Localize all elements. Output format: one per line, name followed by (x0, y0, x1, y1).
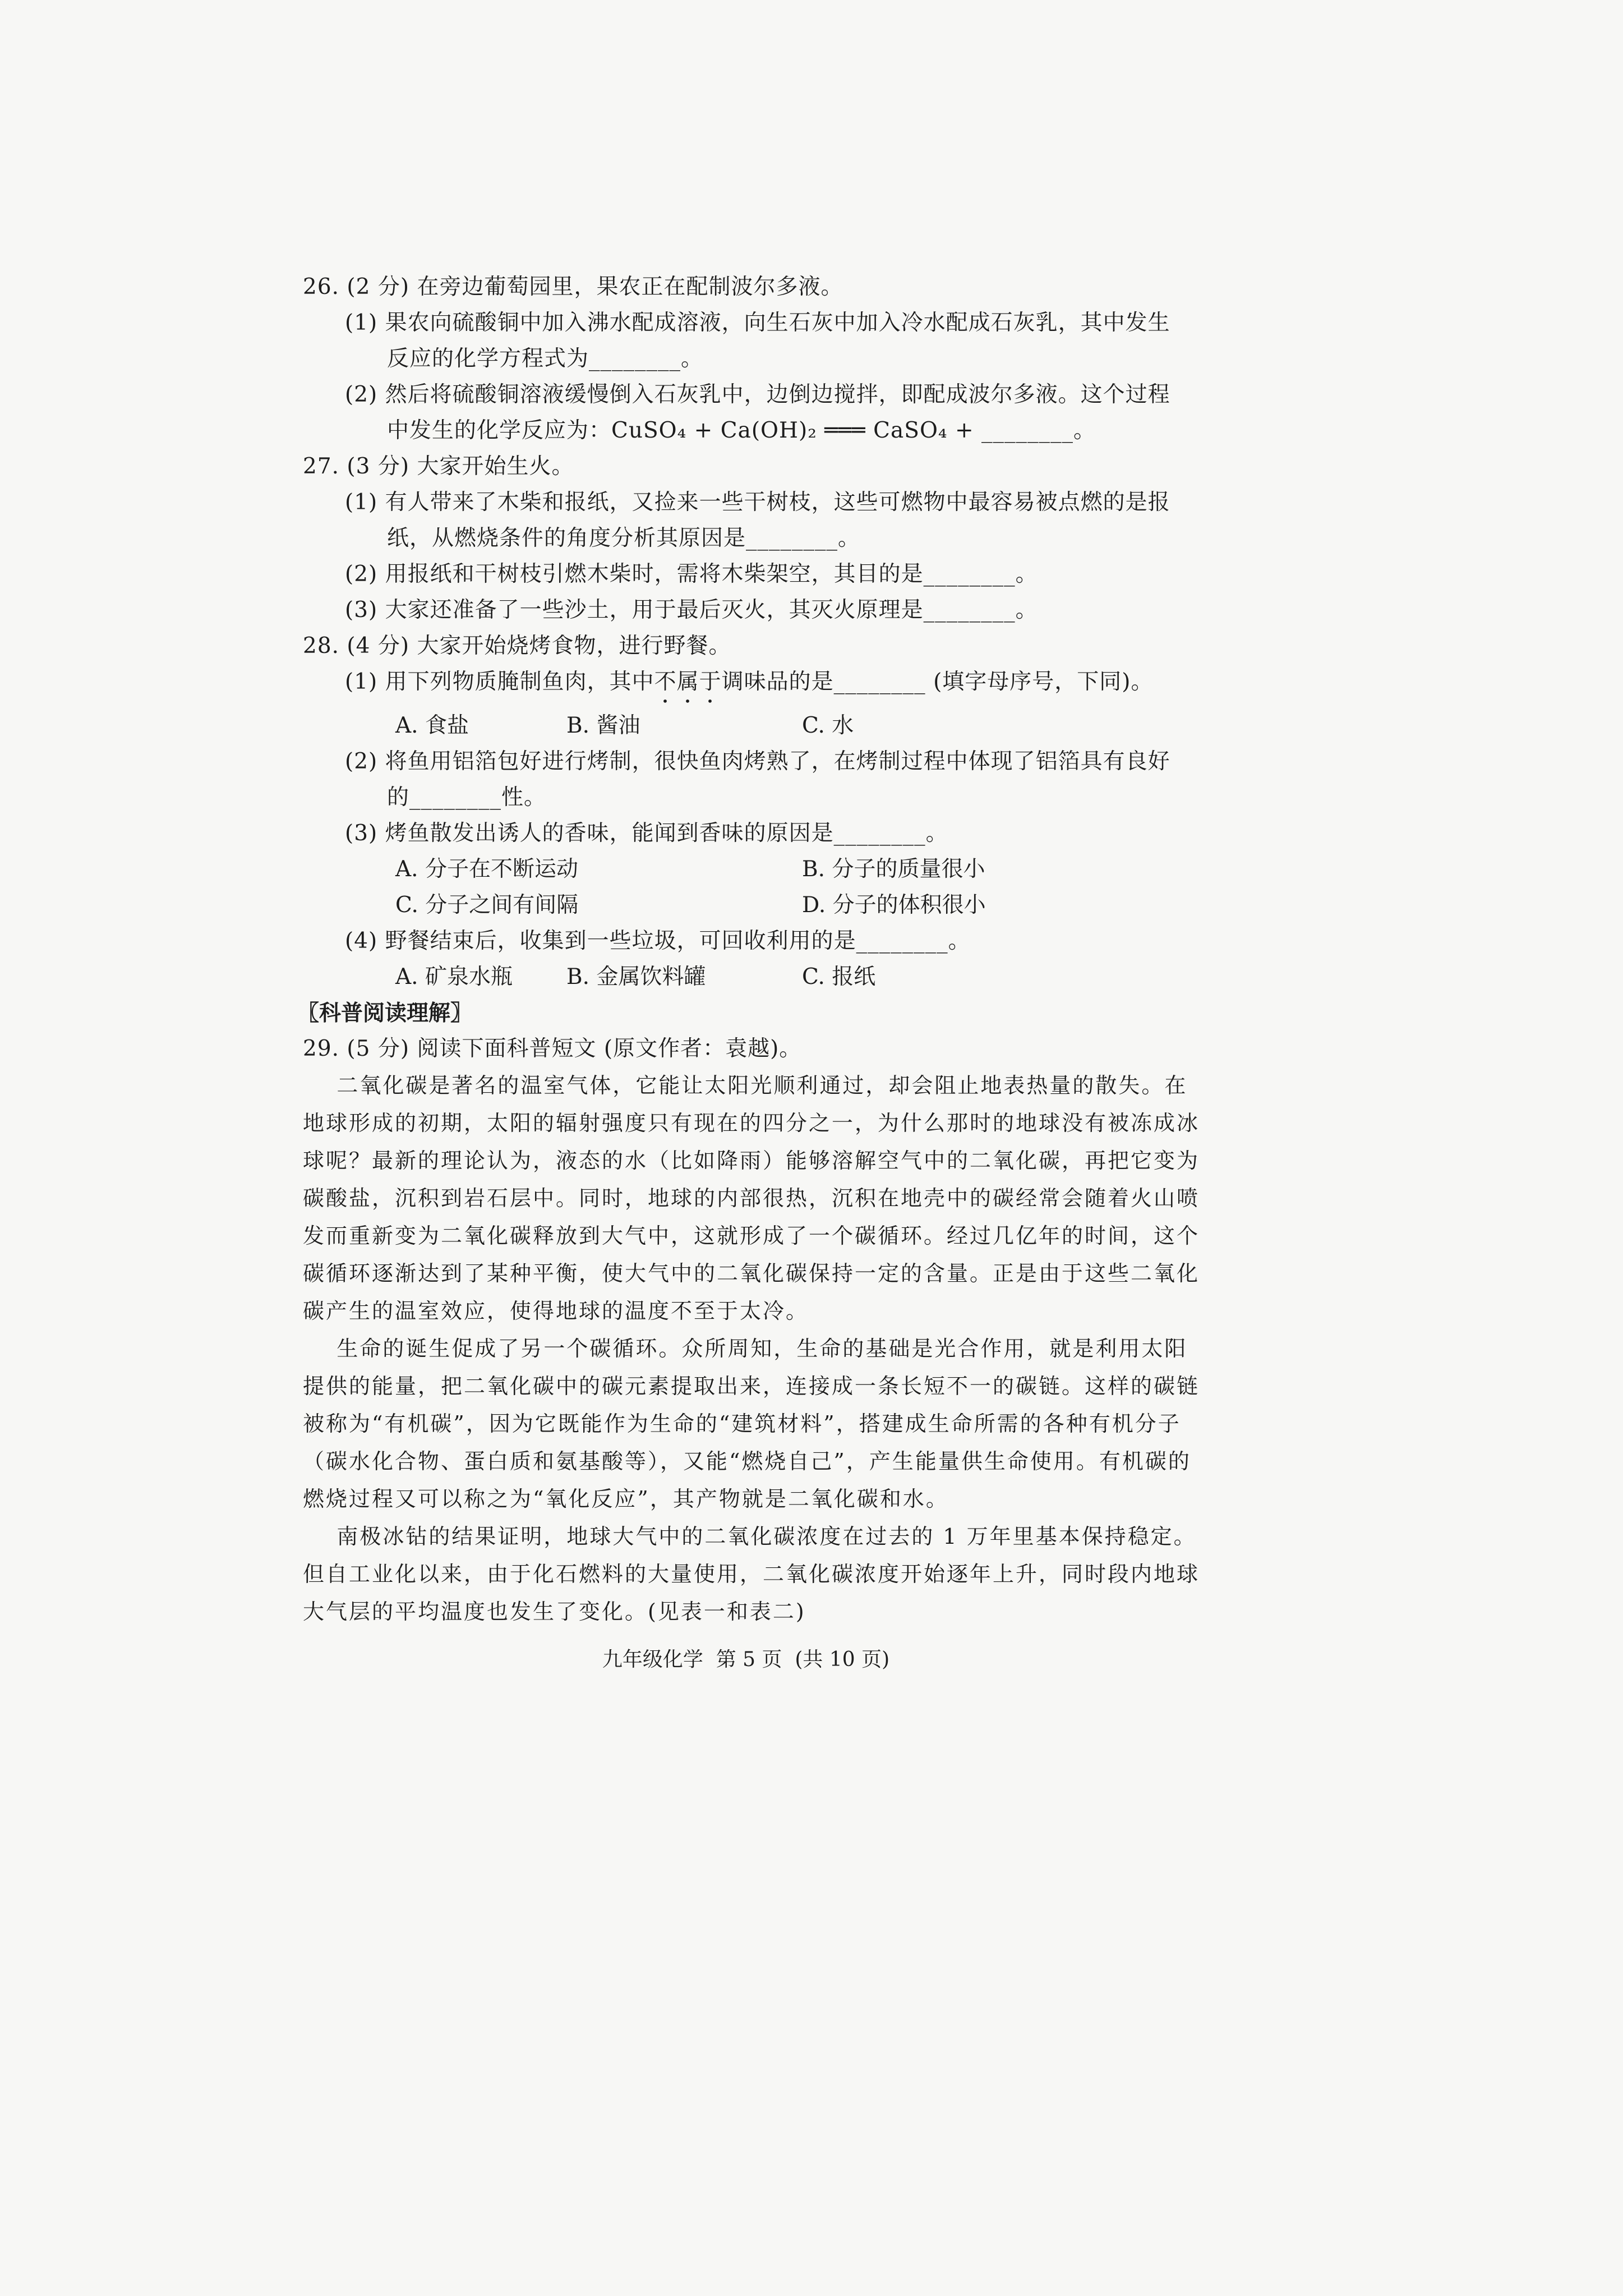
q29-paragraph-1 (303, 1067, 1211, 1330)
q28-title: 28. (4 分) 大家开始烧烤食物，进行野餐。 (303, 633, 731, 659)
q28-part1-emphasis: 不属于 (654, 669, 722, 694)
q27-part2: (2) 用报纸和干树枝引燃木柴时，需将木柴架空，其目的是________。 (345, 562, 1038, 587)
section-heading: 〖科普阅读理解〗 (297, 1000, 473, 1026)
paragraph-line: 碳产生的温室效应，使得地球的温度不至于太冷。 (303, 1299, 809, 1323)
option-a: A. 食盐 (395, 713, 469, 738)
paragraph-line: 被称为“有机碳”，因为它既能作为生命的“建筑材料”，搭建成生命所需的各种有机分子 (303, 1411, 1181, 1436)
q29-paragraph-3 (303, 1518, 1211, 1631)
option-a: A. 矿泉水瓶 (395, 964, 513, 990)
q26-part1-line2: 反应的化学方程式为________。 (387, 346, 704, 371)
q27-part3: (3) 大家还准备了一些沙土，用于最后灭火，其灭火原理是________。 (345, 597, 1038, 623)
option-a: A. 分子在不断运动 (395, 857, 578, 882)
paragraph-line: 南极冰钻的结果证明，地球大气中的二氧化碳浓度在过去的 1 万年里基本保持稳定。 (303, 1524, 1197, 1549)
q27-title: 27. (3 分) 大家开始生火。 (303, 454, 574, 479)
q26-part2-line1: (2) 然后将硫酸铜溶液缓慢倒入石灰乳中，边倒边搅拌，即配成波尔多液。这个过程 (345, 382, 1170, 407)
paragraph-line: 碳酸盐，沉积到岩石层中。同时，地球的内部很热，沉积在地壳中的碳经常会随着火山喷 (303, 1186, 1200, 1211)
paragraph-line: 地球形成的初期，太阳的辐射强度只有现在的四分之一，为什么那时的地球没有被冻成冰 (303, 1111, 1200, 1135)
option-c: C. 水 (802, 713, 854, 738)
option-b: B. 酱油 (566, 713, 640, 738)
q28-part3-options-row1 (395, 852, 1211, 887)
option-b: B. 分子的质量很小 (802, 857, 985, 882)
page-footer: 九年级化学 第 5 页 (共 10 页) (602, 1648, 890, 1671)
paragraph-line: 发而重新变为二氧化碳释放到大气中，这就形成了一个碳循环。经过几亿年的时间，这个 (303, 1223, 1200, 1248)
q28-part1 (345, 664, 1211, 708)
paragraph-line: （碳水化合物、蛋白质和氨基酸等），又能“燃烧自己”，产生能量供生命使用。有机碳的 (303, 1449, 1191, 1474)
q28-part1-pre: (1) 用下列物质腌制鱼肉，其中 (345, 669, 654, 694)
q26-part1-line1: (1) 果农向硫酸铜中加入沸水配成溶液，向生石灰中加入冷水配成石灰乳，其中发生 (345, 310, 1170, 335)
q27-part1-line1: (1) 有人带来了木柴和报纸，又捡来一些干树枝，这些可燃物中最容易被点燃的是报 (345, 490, 1170, 515)
q26-part2-line2: 中发生的化学反应为：CuSO₄ + Ca(OH)₂ ═══ CaSO₄ + ________。 (387, 418, 1096, 443)
paragraph-line: 但自工业化以来，由于化石燃料的大量使用，二氧化碳浓度开始逐年上升，同时段内地球 (303, 1562, 1200, 1586)
paragraph-line: 二氧化碳是著名的温室气体，它能让太阳光顺利通过，却会阻止地表热量的散失。在 (303, 1073, 1188, 1098)
q28-part1-post: 调味品的是________ (填字母序号，下同)。 (721, 669, 1154, 694)
q28-part4: (4) 野餐结束后，收集到一些垃圾，可回收利用的是________。 (345, 928, 971, 954)
q27-part1-line2: 纸，从燃烧条件的角度分析其原因是________。 (387, 526, 861, 551)
option-b: B. 金属饮料罐 (566, 964, 706, 990)
q28-part3: (3) 烤鱼散发出诱人的香味，能闻到香味的原因是________。 (345, 821, 948, 846)
q28-part4-options (395, 959, 1211, 995)
option-c: C. 报纸 (802, 964, 876, 990)
paragraph-line: 燃烧过程又可以称之为“氧化反应”，其产物就是二氧化碳和水。 (303, 1487, 949, 1511)
exam-page (297, 269, 1211, 1677)
option-c: C. 分子之间有间隔 (395, 892, 579, 918)
q28-part3-options-row2 (395, 887, 1211, 923)
option-d: D. 分子的体积很小 (802, 892, 986, 918)
paragraph-line: 生命的诞生促成了另一个碳循环。众所周知，生命的基础是光合作用，就是利用太阳 (303, 1336, 1188, 1361)
q28-part2-line1: (2) 将鱼用铝箔包好进行烤制，很快鱼肉烤熟了，在烤制过程中体现了铝箔具有良好 (345, 749, 1170, 774)
paragraph-line: 球呢？最新的理论认为，液态的水（比如降雨）能够溶解空气中的二氧化碳，再把它变为 (303, 1148, 1200, 1173)
q28-part1-options (395, 708, 1211, 744)
paragraph-line: 碳循环逐渐达到了某种平衡，使大气中的二氧化碳保持一定的含量。正是由于这些二氧化 (303, 1261, 1200, 1286)
q29-paragraph-2 (303, 1330, 1211, 1518)
q29-title: 29. (5 分) 阅读下面科普短文 (原文作者：袁越)。 (303, 1036, 802, 1061)
paragraph-line: 提供的能量，把二氧化碳中的碳元素提取出来，连接成一条长短不一的碳链。这样的碳链 (303, 1374, 1200, 1398)
q26-title: 26. (2 分) 在旁边葡萄园里，果农正在配制波尔多液。 (303, 274, 843, 300)
q28-part2-line2: 的________性。 (387, 785, 547, 810)
paragraph-line: 大气层的平均温度也发生了变化。(见表一和表二) (303, 1599, 806, 1624)
